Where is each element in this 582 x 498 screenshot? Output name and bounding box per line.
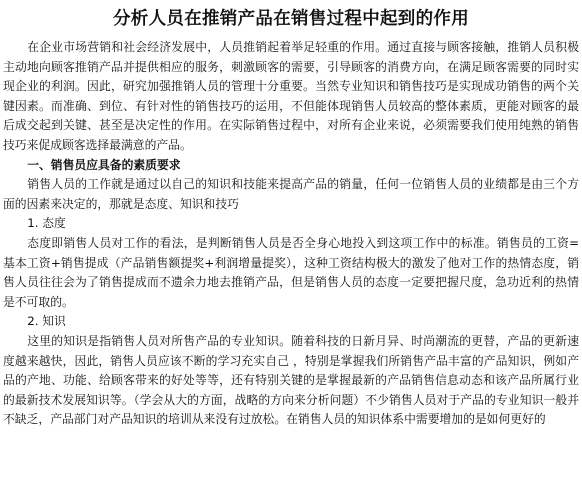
document-title: 分析人员在推销产品在销售过程中起到的作用: [113, 9, 469, 29]
knowledge-paragraph: 这里的知识是指销售人员对所售产品的专业知识。随着科技的日新月异、时尚潮流的更替，产品的更新速度越来越快，因此，销售人员应该不断的学习充实自己 ，特别是掌握我们所销售产品丰富的产品知识，例如产品的产地、功能、给顾客带来的好处等等，还有特别关键的是掌握最新的产品销售信息动态和该产品所属行业的最新技术发展知识等。（学会从大的方面，战略的方向来分析问题）不少销售人员对于产品的专业知识一般并不缺乏，产品部门对产品知识的培训从来没有过放松。在销售人员的知识体系中需要增加的是如何更好的: [3, 333, 579, 427]
subheading-attitude: 1. 态度: [27, 216, 66, 231]
section-heading-qualities: 一、销售员应具备的素质要求: [27, 157, 181, 172]
intro-paragraph: 在企业市场营销和社会经济发展中，人员推销起着举足轻重的作用。通过直接与顾客接触，推销人员积极主动地向顾客推销产品并提供相应的服务，刺激顾客的需要，引导顾客的消费方向，在满足顾客需要的同时实现企业的利润。因此，研究加强推销人员的管理十分重要。当然专业知识和销售技巧是实现成功销售的两个关键因素。而准确、到位、有针对性的销售技巧的运用，不但能体现销售人员较高的整体素质，更能对顾客的最后成交起到关键、甚至是决定性的作用。在实际销售过程中，对所有企业来说，必须需要我们使用纯熟的销售技巧来促成顾客选择最满意的产品。: [3, 40, 579, 152]
attitude-paragraph: 态度即销售人员对工作的看法，是判断销售人员是否全身心地投入到这项工作中的标准。销售员的工资=基本工资+销售提成（产品销售额提奖+利润增量提奖），这种工资结构极大的激发了他对工作的热情态度，销售人员往往会为了销售提成而不遗余力地去推销产品，但是销售人员的态度一定要把握尺度，急功近利的热情是不可取的。: [3, 235, 579, 309]
subheading-knowledge: 2. 知识: [27, 314, 66, 329]
section-intro-paragraph: 销售人员的工作就是通过以自己的知识和技能来提高产品的销量，任何一位销售人员的业绩都是由三个方面的因素来决定的，那就是态度、知识和技巧: [3, 177, 579, 211]
